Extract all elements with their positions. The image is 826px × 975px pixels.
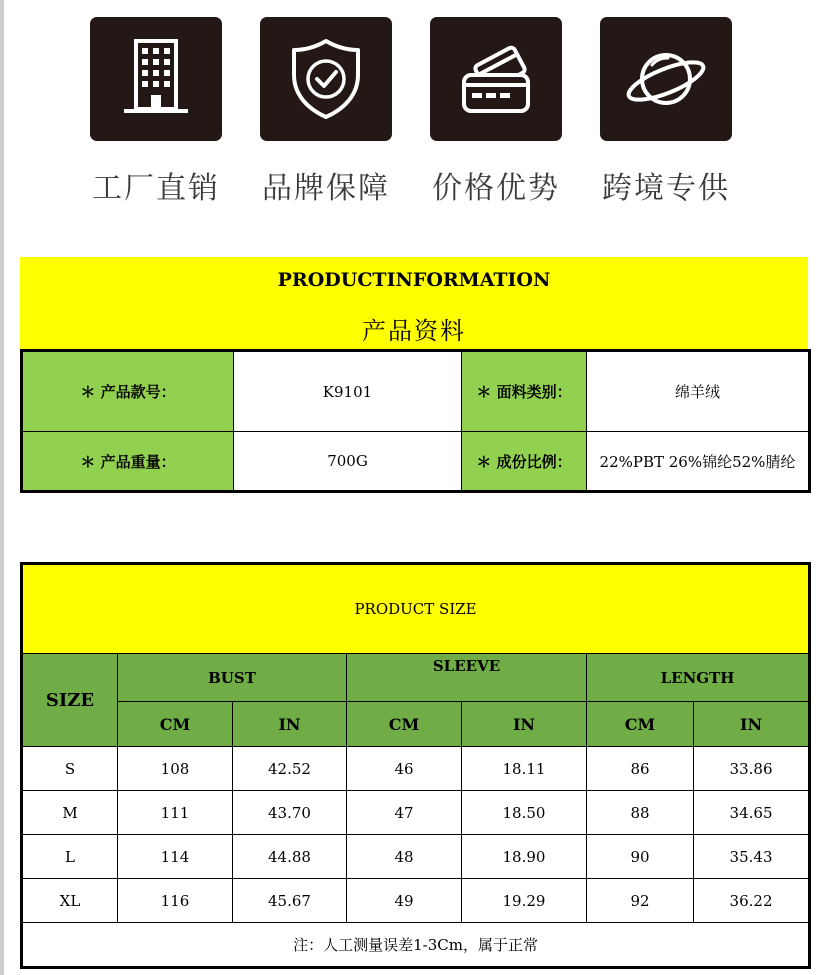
- table-cell: 45.67: [233, 879, 347, 923]
- style-number-value: K9101: [234, 351, 462, 432]
- table-cell: 108: [118, 747, 233, 791]
- table-cell: 35.43: [694, 835, 810, 879]
- table-row: [22, 835, 810, 879]
- table-cell: 48: [347, 835, 462, 879]
- table-cell: 18.50: [462, 791, 587, 835]
- credit-card-icon: [430, 17, 562, 141]
- table-cell: 47: [347, 791, 462, 835]
- product-info-title-en: PRODUCTINFORMATION: [277, 269, 551, 291]
- bust-header: BUST: [118, 654, 347, 702]
- planet-icon: [600, 17, 732, 141]
- table-row: [22, 879, 810, 923]
- size-column-header: SIZE: [22, 654, 118, 747]
- fabric-type-value: 绵羊绒: [587, 351, 810, 432]
- unit-header: CM: [587, 702, 694, 747]
- table-cell: 114: [118, 835, 233, 879]
- size-cell: M: [22, 791, 118, 835]
- table-cell: 46: [347, 747, 462, 791]
- feature-label: 跨境专供: [602, 171, 730, 206]
- table-cell: 116: [118, 879, 233, 923]
- size-cell: XL: [22, 879, 118, 923]
- size-cell: L: [22, 835, 118, 879]
- style-number-label: ＊ 产品款号：: [22, 351, 234, 432]
- composition-value: 22%PBT 26%锦纶52%腈纶: [587, 432, 810, 492]
- table-cell: 18.90: [462, 835, 587, 879]
- table-row: [22, 747, 810, 791]
- table-cell: 92: [587, 879, 694, 923]
- unit-header: IN: [694, 702, 810, 747]
- fabric-type-label: ＊ 面料类别：: [462, 351, 587, 432]
- weight-value: 700G: [234, 432, 462, 492]
- table-cell: 111: [118, 791, 233, 835]
- table-cell: 34.65: [694, 791, 810, 835]
- feature-label: 价格优势: [432, 171, 560, 206]
- weight-label: ＊ 产品重量：: [22, 432, 234, 492]
- length-header: LENGTH: [587, 654, 810, 702]
- size-cell: S: [22, 747, 118, 791]
- table-cell: 44.88: [233, 835, 347, 879]
- table-cell: 19.29: [462, 879, 587, 923]
- table-cell: 18.11: [462, 747, 587, 791]
- feature-label: 工厂直销: [92, 171, 220, 206]
- info-row: [22, 351, 810, 432]
- shield-check-icon: [260, 17, 392, 141]
- product-info-table: [20, 349, 811, 493]
- table-cell: 90: [587, 835, 694, 879]
- unit-header: IN: [233, 702, 347, 747]
- table-cell: 49: [347, 879, 462, 923]
- feature-brand-guarantee: [260, 17, 392, 207]
- info-row: [22, 432, 810, 492]
- feature-factory-direct: [90, 17, 222, 207]
- unit-header-row: [22, 702, 810, 747]
- product-info-banner: [20, 257, 808, 349]
- measurement-note: 注：人工测量误差1-3Cm，属于正常: [22, 923, 810, 968]
- table-cell: 33.86: [694, 747, 810, 791]
- table-cell: 43.70: [233, 791, 347, 835]
- product-info-title-cn: 产品资料: [362, 317, 466, 345]
- table-cell: 42.52: [233, 747, 347, 791]
- composition-label: ＊ 成份比例：: [462, 432, 587, 492]
- page-left-edge: [0, 0, 4, 975]
- unit-header: IN: [462, 702, 587, 747]
- table-cell: 86: [587, 747, 694, 791]
- feature-price-advantage: [430, 17, 562, 207]
- product-size-title: PRODUCT SIZE: [22, 564, 810, 654]
- table-cell: 36.22: [694, 879, 810, 923]
- feature-cross-border: [600, 17, 732, 207]
- building-icon: [90, 17, 222, 141]
- table-row: [22, 791, 810, 835]
- unit-header: CM: [347, 702, 462, 747]
- feature-label: 品牌保障: [262, 171, 390, 206]
- size-header-row: [22, 654, 810, 702]
- table-cell: 88: [587, 791, 694, 835]
- product-size-table: [20, 562, 811, 969]
- unit-header: CM: [118, 702, 233, 747]
- sleeve-header: SLEEVE: [347, 654, 587, 702]
